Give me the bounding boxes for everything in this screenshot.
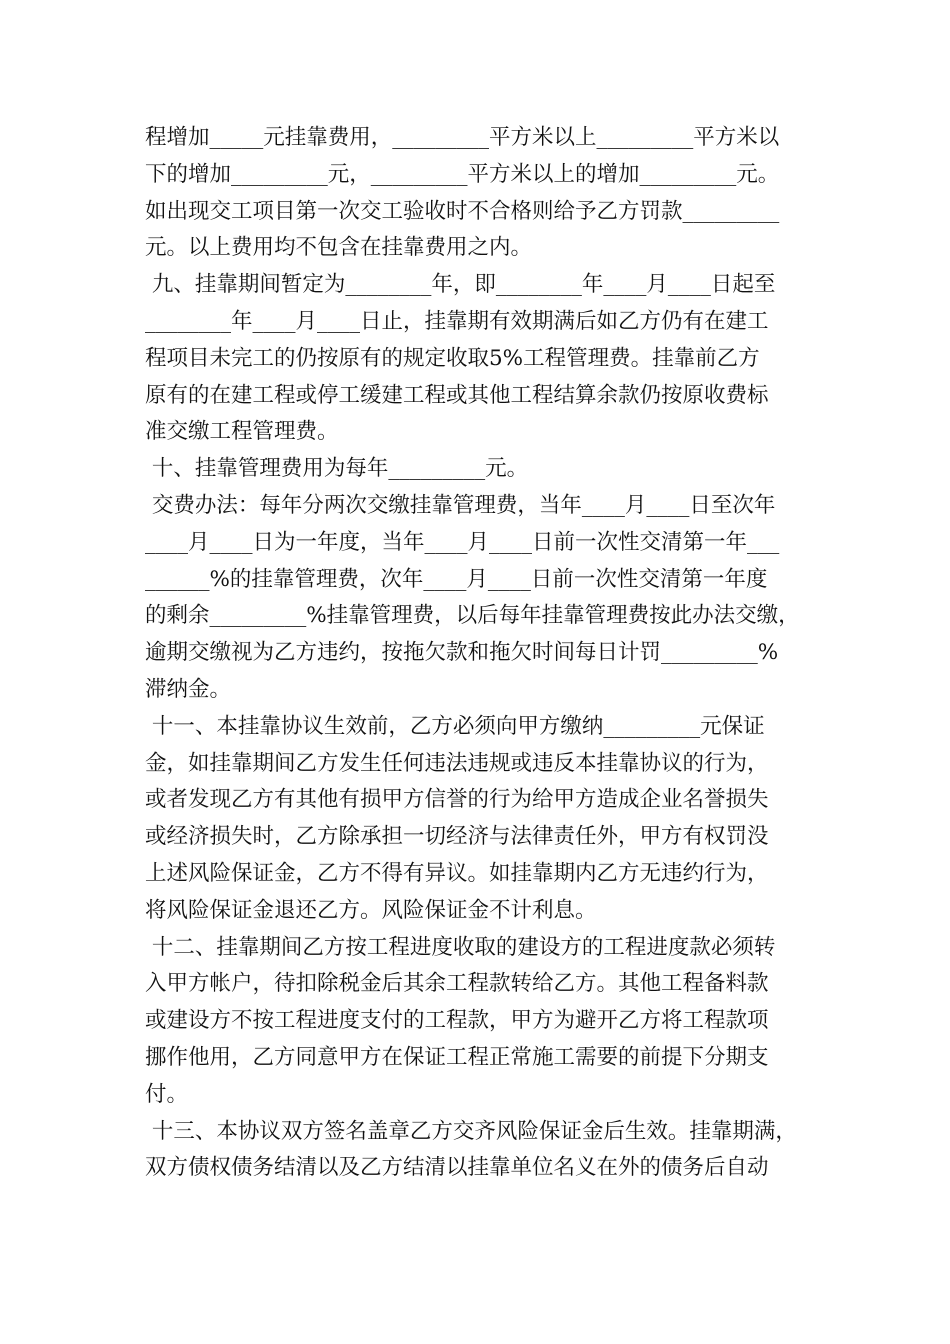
document-body (145, 120, 825, 1187)
text-line: 或建设方不按工程进度支付的工程款，甲方为避开乙方将工程款项 (145, 1008, 769, 1034)
text-line: 或者发现乙方有其他有损甲方信誉的行为给甲方造成企业名誉损失 (145, 787, 769, 813)
clause-eleven-start: 十一、本挂靠协议生效前，乙方必须向甲方缴纳_________元保证 (145, 713, 765, 739)
text-line: 双方债权债务结清以及乙方结清以挂靠单位名义在外的债务后自动 (145, 1155, 769, 1181)
text-line: 滞纳金。 (145, 676, 232, 702)
text-line: 或经济损失时，乙方除承担一切经济与法律责任外，甲方有权罚没 (145, 824, 769, 850)
clause-twelve-start: 十二、挂靠期间乙方按工程进度收取的建设方的工程进度款必须转 (145, 934, 776, 960)
text-line: ______%的挂靠管理费，次年____月____日前一次性交清第一年度 (145, 566, 768, 592)
text-line: 如出现交工项目第一次交工验收时不合格则给予乙方罚款_________ (145, 198, 780, 224)
payment-method-start: 交费办法：每年分两次交缴挂靠管理费，当年____月____日至次年 (145, 492, 776, 518)
text-line: 逾期交缴视为乙方违约，按拖欠款和拖欠时间每日计罚_________% (145, 640, 779, 666)
text-line: 程增加_____元挂靠费用，_________平方米以上_________平方米以 (145, 125, 780, 150)
text-line: 金，如挂靠期间乙方发生任何违法违规或违反本挂靠协议的行为， (145, 750, 769, 776)
text-line: 原有的在建工程或停工缓建工程或其他工程结算余款仍按原收费标 (145, 382, 769, 408)
clause-ten-start: 十、挂靠管理费用为每年_________元。 (145, 456, 529, 482)
text-line: 下的增加_________元，_________平方米以上的增加_________元。 (145, 161, 780, 187)
clause-nine-start: 九、挂靠期间暂定为________年，即________年____月____日起至 (145, 272, 776, 298)
text-line: 上述风险保证金，乙方不得有异议。如挂靠期内乙方无违约行为， (145, 860, 769, 886)
text-line: 元。以上费用均不包含在挂靠费用之内。 (145, 235, 533, 261)
text-line: 准交缴工程管理费。 (145, 419, 339, 445)
text-line: 将风险保证金退还乙方。风险保证金不计利息。 (145, 897, 597, 923)
text-line: 挪作他用，乙方同意甲方在保证工程正常施工需要的前提下分期支 (145, 1044, 769, 1070)
text-line: 程项目未完工的仍按原有的规定收取5%工程管理费。挂靠前乙方 (145, 345, 760, 371)
text-line: 入甲方帐户，待扣除税金后其余工程款转给乙方。其他工程备料款 (145, 971, 769, 997)
text-line: ________年____月____日止，挂靠期有效期满后如乙方仍有在建工 (145, 308, 769, 334)
text-line: ____月____日为一年度，当年____月____日前一次性交清第一年___ (145, 529, 780, 555)
text-line: 的剩余_________%挂靠管理费，以后每年挂靠管理费按此办法交缴， (145, 603, 800, 629)
clause-thirteen-start: 十三、本协议双方签名盖章乙方交齐风险保证金后生效。挂靠期满， (145, 1118, 797, 1144)
text-line: 付。 (145, 1081, 189, 1107)
